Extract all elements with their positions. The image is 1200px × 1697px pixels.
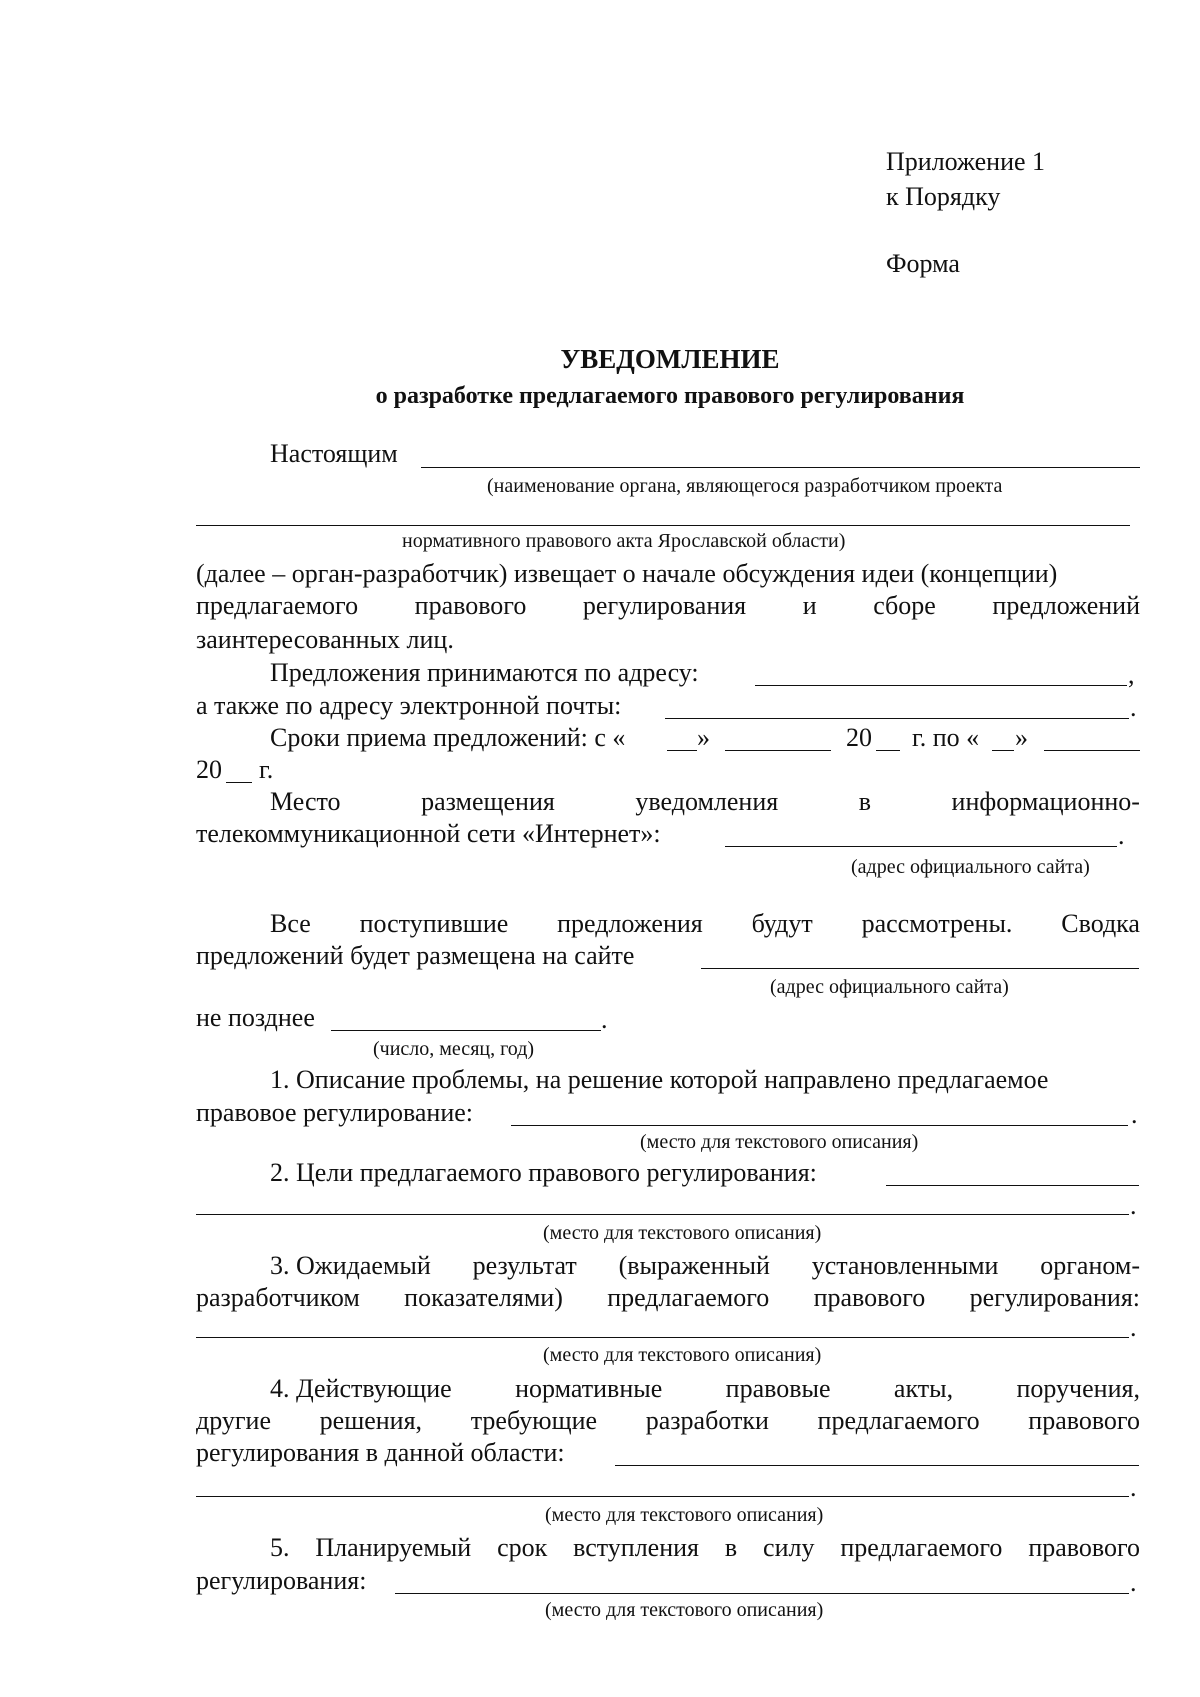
word: предлагаемого xyxy=(196,591,359,620)
terms-close-2: » xyxy=(1015,723,1028,752)
word: правового xyxy=(813,1283,926,1312)
terms-g-end: г. xyxy=(259,755,274,784)
form-label: Форма xyxy=(886,249,960,278)
placement-line-1 xyxy=(270,786,1140,818)
terms-close-1: » xyxy=(697,723,710,752)
placement-caption: (адрес официального сайта) xyxy=(851,856,1090,878)
developer-name-field[interactable] xyxy=(421,467,1140,468)
not-later-date-field[interactable] xyxy=(331,1030,601,1031)
address-field[interactable] xyxy=(755,685,1127,686)
from-month-field[interactable] xyxy=(725,750,831,751)
word: регулирования xyxy=(582,591,747,620)
date-caption: (число, месяц, год) xyxy=(373,1038,535,1060)
word: 4. Действующие xyxy=(270,1374,452,1403)
document-title: УВЕДОМЛЕНИЕ xyxy=(560,344,780,374)
word: другие xyxy=(196,1406,272,1435)
word: предлагаемого xyxy=(607,1283,770,1312)
item-3-line-2 xyxy=(196,1282,1140,1314)
word: 5. xyxy=(270,1533,290,1562)
word: решения, xyxy=(319,1406,423,1435)
item-1-line-2: правовое регулирование: xyxy=(196,1098,474,1127)
item-2-caption: (место для текстового описания) xyxy=(543,1222,822,1244)
word: поступившие xyxy=(359,909,509,938)
word: (выраженный xyxy=(618,1251,770,1280)
not-later-label: не позднее xyxy=(196,1003,315,1032)
word: рассмотрены. xyxy=(861,909,1013,938)
item-5-line-1 xyxy=(270,1532,1140,1564)
word: результат xyxy=(472,1251,577,1280)
word: органом- xyxy=(1040,1251,1140,1280)
item-2-field-2[interactable] xyxy=(196,1214,1129,1215)
item-3-field[interactable] xyxy=(196,1337,1129,1338)
intro-line-1-text: (далее – орган-разработчик) извещает о начале обсуждения идеи (концепции) xyxy=(196,559,1058,588)
item-3-end: . xyxy=(1130,1313,1137,1342)
word: разработки xyxy=(645,1406,769,1435)
word: правового xyxy=(1028,1533,1140,1562)
email-end: . xyxy=(1130,693,1137,722)
intro-lead: Настоящим xyxy=(270,439,398,468)
to-year-field[interactable] xyxy=(226,782,252,783)
to-year-prefix: 20 xyxy=(196,755,222,784)
item-4-line-3: регулирования в данной области: xyxy=(196,1438,565,1467)
item-5-field[interactable] xyxy=(395,1593,1129,1594)
to-day-field[interactable] xyxy=(992,750,1014,751)
item-5-line-2: регулирования: xyxy=(196,1566,367,1595)
from-year-prefix: 20 xyxy=(846,723,872,752)
word: показателями) xyxy=(404,1283,563,1312)
word: сборе xyxy=(873,591,936,620)
word: разработчиком xyxy=(196,1283,360,1312)
developer-caption-1: (наименование органа, являющегося разработчиком проекта xyxy=(487,475,1003,497)
word: и xyxy=(802,591,817,620)
address-label: Предложения принимаются по адресу: xyxy=(270,658,699,687)
word: требующие xyxy=(470,1406,598,1435)
item-4-end: . xyxy=(1130,1473,1137,1502)
word: уведомления xyxy=(635,787,779,816)
email-field[interactable] xyxy=(665,718,1129,719)
word: Место xyxy=(270,787,341,816)
word: предложений xyxy=(992,591,1140,620)
summary-caption: (адрес официального сайта) xyxy=(770,976,1009,998)
item-2-field-1[interactable] xyxy=(886,1185,1139,1186)
word: установленными xyxy=(811,1251,999,1280)
developer-name-field-2[interactable] xyxy=(196,525,1130,526)
word: Планируемый xyxy=(315,1533,472,1562)
item-1-caption: (место для текстового описания) xyxy=(640,1131,919,1153)
word: регулирования: xyxy=(969,1283,1140,1312)
item-1-line-1: 1. Описание проблемы, на решение которой направлено предлагаемое xyxy=(270,1065,1049,1094)
intro-line-3: заинтересованных лиц. xyxy=(196,625,454,654)
word: Все xyxy=(270,909,311,938)
item-1-field[interactable] xyxy=(511,1125,1128,1126)
word: 3. Ожидаемый xyxy=(270,1251,431,1280)
email-label: а также по адресу электронной почты: xyxy=(196,691,622,720)
item-4-line-2 xyxy=(196,1405,1140,1437)
word: Сводка xyxy=(1061,909,1140,938)
word: правового xyxy=(1028,1406,1140,1435)
document-subtitle: о разработке предлагаемого правового регулирования xyxy=(375,383,965,409)
item-5-caption: (место для текстового описания) xyxy=(545,1599,824,1621)
appendix-label: Приложение 1 xyxy=(886,147,1046,176)
word: силу xyxy=(763,1533,815,1562)
not-later-end: . xyxy=(601,1005,608,1034)
word: правовые xyxy=(725,1374,831,1403)
item-5-end: . xyxy=(1130,1568,1137,1597)
word: поручения, xyxy=(1016,1374,1140,1403)
word: нормативные xyxy=(515,1374,663,1403)
item-4-line-1 xyxy=(270,1373,1140,1405)
word: правового xyxy=(414,591,527,620)
word: вступления xyxy=(573,1533,700,1562)
intro-line-2 xyxy=(196,590,1140,622)
item-4-field-1[interactable] xyxy=(615,1465,1139,1466)
developer-caption-2: нормативного правового акта Ярославской области) xyxy=(402,530,846,552)
placement-site-field[interactable] xyxy=(725,846,1117,847)
item-4-caption: (место для текстового описания) xyxy=(545,1504,824,1526)
intro-line-1 xyxy=(196,558,1140,590)
word: информационно- xyxy=(951,787,1140,816)
item-1-end: . xyxy=(1131,1100,1138,1129)
terms-label: Сроки приема предложений: с « xyxy=(270,723,626,752)
placement-line-2: телекоммуникационной сети «Интернет»: xyxy=(196,819,661,848)
word: предложения xyxy=(557,909,703,938)
word: предлагаемого xyxy=(840,1533,1003,1562)
to-month-field[interactable] xyxy=(1044,750,1140,751)
summary-site-field[interactable] xyxy=(701,968,1139,969)
word: будут xyxy=(751,909,813,938)
item-4-field-2[interactable] xyxy=(196,1496,1129,1497)
summary-line-2: предложений будет размещена на сайте xyxy=(196,941,635,970)
item-2-line-1: 2. Цели предлагаемого правового регулирования: xyxy=(270,1158,817,1187)
from-day-field[interactable] xyxy=(667,750,697,751)
address-end: , xyxy=(1128,660,1135,689)
from-year-field[interactable] xyxy=(876,750,900,751)
placement-end: . xyxy=(1118,821,1125,850)
word: в xyxy=(724,1533,738,1562)
word: предлагаемого xyxy=(817,1406,980,1435)
to-order-label: к Порядку xyxy=(886,182,1001,211)
word: акты, xyxy=(893,1374,954,1403)
item-3-line-1 xyxy=(270,1250,1140,1282)
word: размещения xyxy=(421,787,555,816)
word: в xyxy=(858,787,872,816)
word: срок xyxy=(497,1533,548,1562)
item-2-end: . xyxy=(1130,1191,1137,1220)
item-3-caption: (место для текстового описания) xyxy=(543,1344,822,1366)
summary-line-1 xyxy=(270,908,1140,940)
terms-g-po: г. по « xyxy=(912,723,980,752)
